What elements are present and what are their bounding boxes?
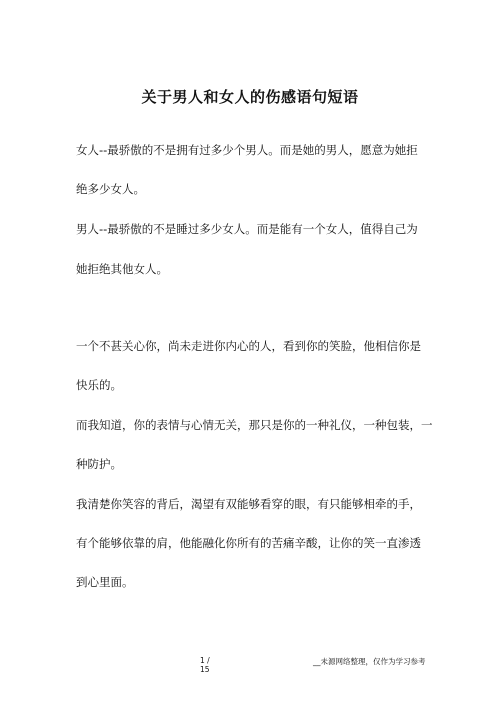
body-line-10: 有个能够依靠的肩，他能融化你所有的苦痛辛酸，让你的笑一直渗透 <box>76 536 421 550</box>
body-line-4: 她拒绝其他女人。 <box>76 262 168 276</box>
body-line-5: 一个不甚关心你，尚未走进你内心的人，看到你的笑脸，他相信你是 <box>76 339 421 353</box>
body-line-8: 种防护。 <box>76 457 122 471</box>
body-line-3: 男人--最骄傲的不是睡过多少女人。而是能有一个女人，值得自己为 <box>76 222 418 236</box>
document-title: 关于男人和女人的伤感语句短语 <box>141 88 359 106</box>
body-line-1: 女人--最骄傲的不是拥有过多少个男人。而是她的男人，愿意为她拒 <box>76 143 418 157</box>
body-line-6: 快乐的。 <box>76 378 122 392</box>
body-line-2: 绝多少女人。 <box>76 182 145 196</box>
page-number: 1 / 15 <box>200 656 210 674</box>
body-line-7: 而我知道，你的表情与心情无关，那只是你的一种礼仪，一种包装，一 <box>76 418 433 432</box>
body-line-9: 我清楚你笑容的背后，渴望有双能够看穿的眼，有只能够相牵的手， <box>76 497 421 511</box>
body-line-11: 到心里面。 <box>76 575 134 589</box>
footer-note: __未源网络整理，仅作为学习参考 <box>313 657 426 666</box>
